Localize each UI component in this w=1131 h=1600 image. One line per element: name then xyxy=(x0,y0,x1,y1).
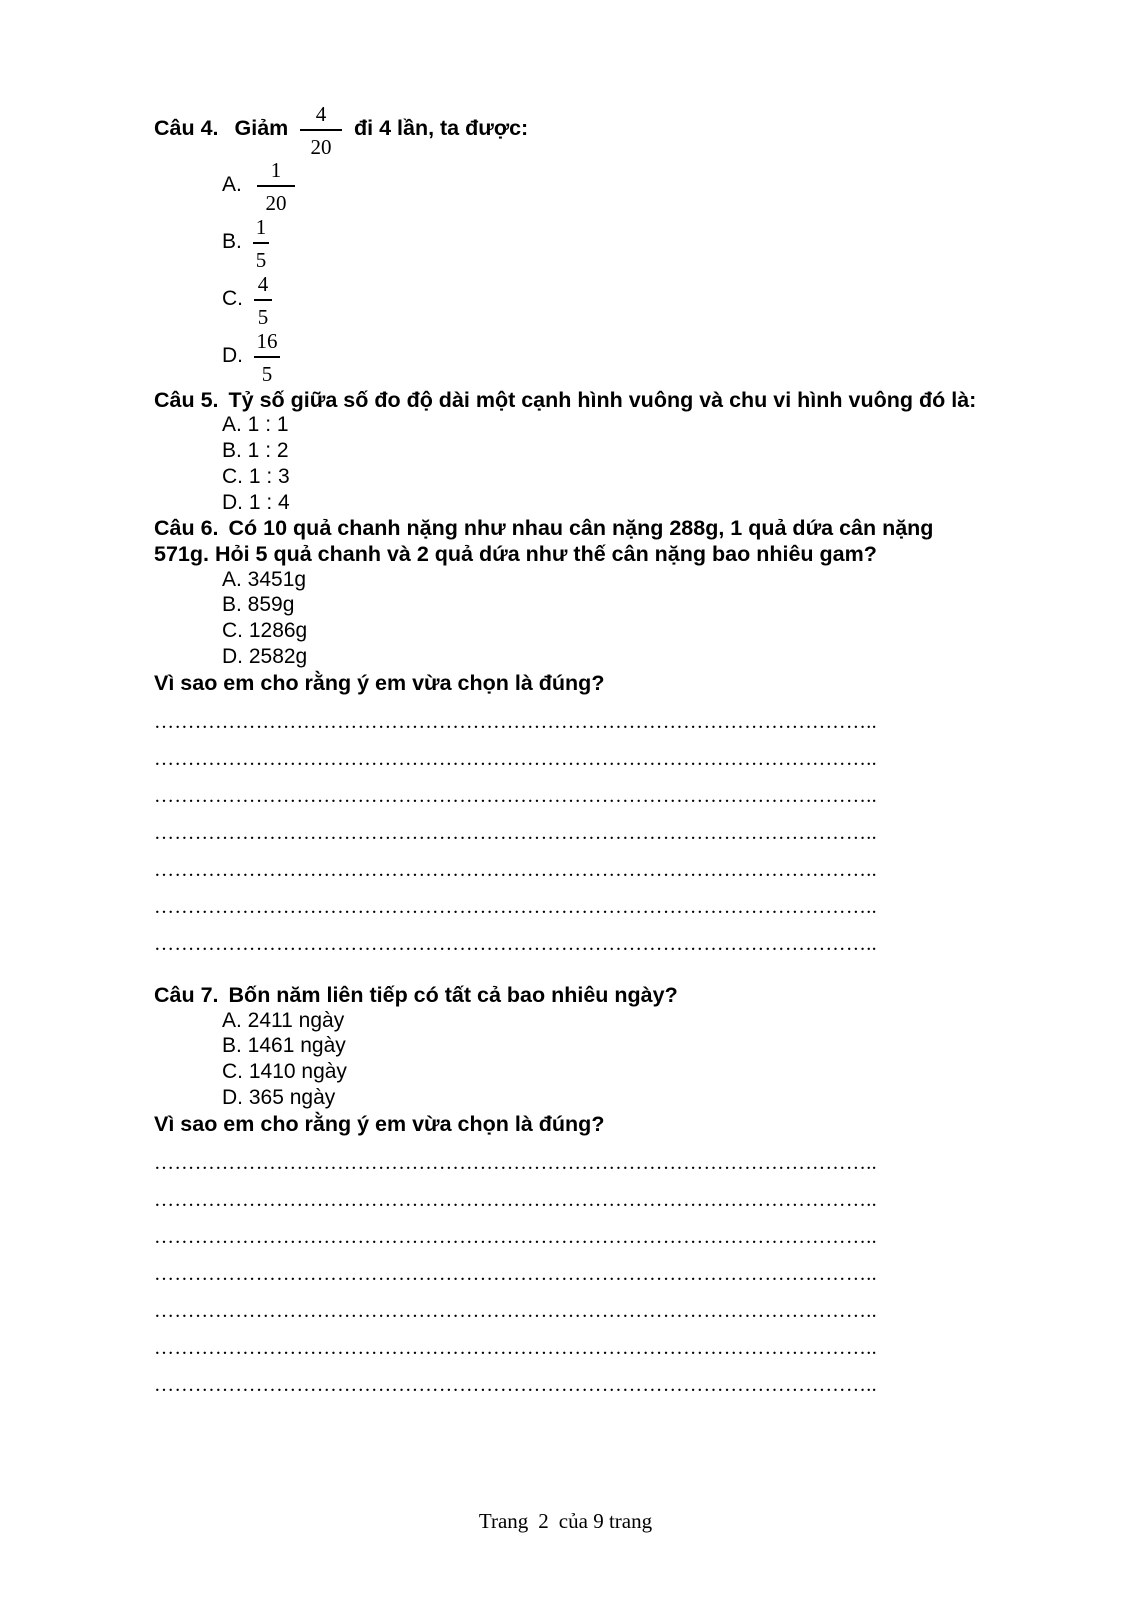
q4-option-b-fraction xyxy=(253,215,269,272)
fraction-bar xyxy=(254,299,272,301)
q4-option-c-numerator: 4 xyxy=(257,272,269,296)
question-4-denominator: 20 xyxy=(310,135,332,159)
answer-line[interactable]: …………………………………………………………………………………………….. xyxy=(154,748,877,770)
q6-option-b: B. 859g xyxy=(222,593,295,616)
q7-option-a: A. 2411 ngày xyxy=(222,1009,345,1032)
q4-option-c-denominator: 5 xyxy=(257,305,269,329)
question-7 xyxy=(154,982,678,1008)
q4-option-a-denominator: 20 xyxy=(265,191,287,215)
q4-option-c-label: C. xyxy=(222,287,243,310)
page-footer xyxy=(0,1508,1131,1534)
answer-line[interactable]: …………………………………………………………………………………………….. xyxy=(154,711,877,733)
question-6-why: Vì sao em cho rằng ý em vừa chọn là đúng? xyxy=(154,671,605,695)
footer-of-label: của 9 trang xyxy=(558,1509,653,1533)
q6-option-d: D. 2582g xyxy=(222,645,308,668)
question-4-text-after: đi 4 lần, ta được: xyxy=(354,116,529,140)
answer-line[interactable]: …………………………………………………………………………………………….. xyxy=(154,859,877,881)
q4-option-b-numerator: 1 xyxy=(255,215,267,239)
fraction-bar xyxy=(300,129,342,131)
q6-option-c: C. 1286g xyxy=(222,619,308,642)
answer-line[interactable]: …………………………………………………………………………………………….. xyxy=(154,822,877,844)
question-5-text: Tỷ số giữa số đo độ dài một cạnh hình vuông và chu vi hình vuông đó là: xyxy=(228,388,977,412)
footer-page-label: Trang xyxy=(478,1509,529,1533)
q5-option-a: A. 1 : 1 xyxy=(222,413,289,436)
q5-option-c: C. 1 : 3 xyxy=(222,465,290,488)
answer-line[interactable]: …………………………………………………………………………………………….. xyxy=(154,1337,877,1359)
question-6 xyxy=(154,515,933,541)
q4-option-d-denominator: 5 xyxy=(261,362,273,386)
answer-line[interactable]: …………………………………………………………………………………………….. xyxy=(154,1263,877,1285)
question-7-why: Vì sao em cho rằng ý em vừa chọn là đúng? xyxy=(154,1112,605,1136)
q7-option-c: C. 1410 ngày xyxy=(222,1060,347,1083)
answer-line[interactable]: …………………………………………………………………………………………….. xyxy=(154,1152,877,1174)
question-7-text: Bốn năm liên tiếp có tất cả bao nhiêu ngày? xyxy=(228,983,678,1007)
q6-option-a: A. 3451g xyxy=(222,568,307,591)
q4-option-d-numerator: 16 xyxy=(256,329,278,353)
question-4 xyxy=(154,115,288,141)
q4-option-c-fraction xyxy=(254,272,272,329)
q4-option-a-numerator: 1 xyxy=(270,158,282,182)
answer-line[interactable]: …………………………………………………………………………………………….. xyxy=(154,1300,877,1322)
q5-option-b: B. 1 : 2 xyxy=(222,439,289,462)
question-6-text-line1: Có 10 quả chanh nặng như nhau cân nặng 288g, 1 quả dứa cân nặng xyxy=(228,516,934,540)
answer-line[interactable]: …………………………………………………………………………………………….. xyxy=(154,1189,877,1211)
question-4-fraction xyxy=(300,102,342,159)
q7-option-d: D. 365 ngày xyxy=(222,1086,336,1109)
question-6-number: Câu 6. xyxy=(154,516,219,540)
question-4-text-before: Giảm xyxy=(234,116,289,140)
fraction-bar xyxy=(257,185,295,187)
q7-option-b: B. 1461 ngày xyxy=(222,1034,346,1057)
q4-option-a-fraction xyxy=(257,158,295,215)
q4-option-d-fraction xyxy=(254,329,280,386)
fraction-bar xyxy=(253,242,269,244)
answer-line[interactable]: …………………………………………………………………………………………….. xyxy=(154,1226,877,1248)
question-4-numerator: 4 xyxy=(315,102,327,126)
fraction-bar xyxy=(254,356,280,358)
answer-line[interactable]: …………………………………………………………………………………………….. xyxy=(154,1374,877,1396)
q4-option-a-label: A. xyxy=(222,173,242,196)
answer-line[interactable]: …………………………………………………………………………………………….. xyxy=(154,896,877,918)
footer-page-number: 2 xyxy=(538,1509,549,1533)
q4-option-d-label: D. xyxy=(222,344,243,367)
q4-option-b-label: B. xyxy=(222,230,242,253)
answer-line[interactable]: …………………………………………………………………………………………….. xyxy=(154,933,877,955)
answer-line[interactable]: …………………………………………………………………………………………….. xyxy=(154,785,877,807)
question-6-text-line2: 571g. Hỏi 5 quả chanh và 2 quả dứa như thế cân nặng bao nhiêu gam? xyxy=(154,542,877,566)
q5-option-d: D. 1 : 4 xyxy=(222,491,290,514)
question-7-number: Câu 7. xyxy=(154,983,219,1007)
question-4-number: Câu 4. xyxy=(154,116,219,140)
question-5-number: Câu 5. xyxy=(154,388,219,412)
q4-option-b-denominator: 5 xyxy=(255,248,267,272)
question-5 xyxy=(154,387,976,413)
